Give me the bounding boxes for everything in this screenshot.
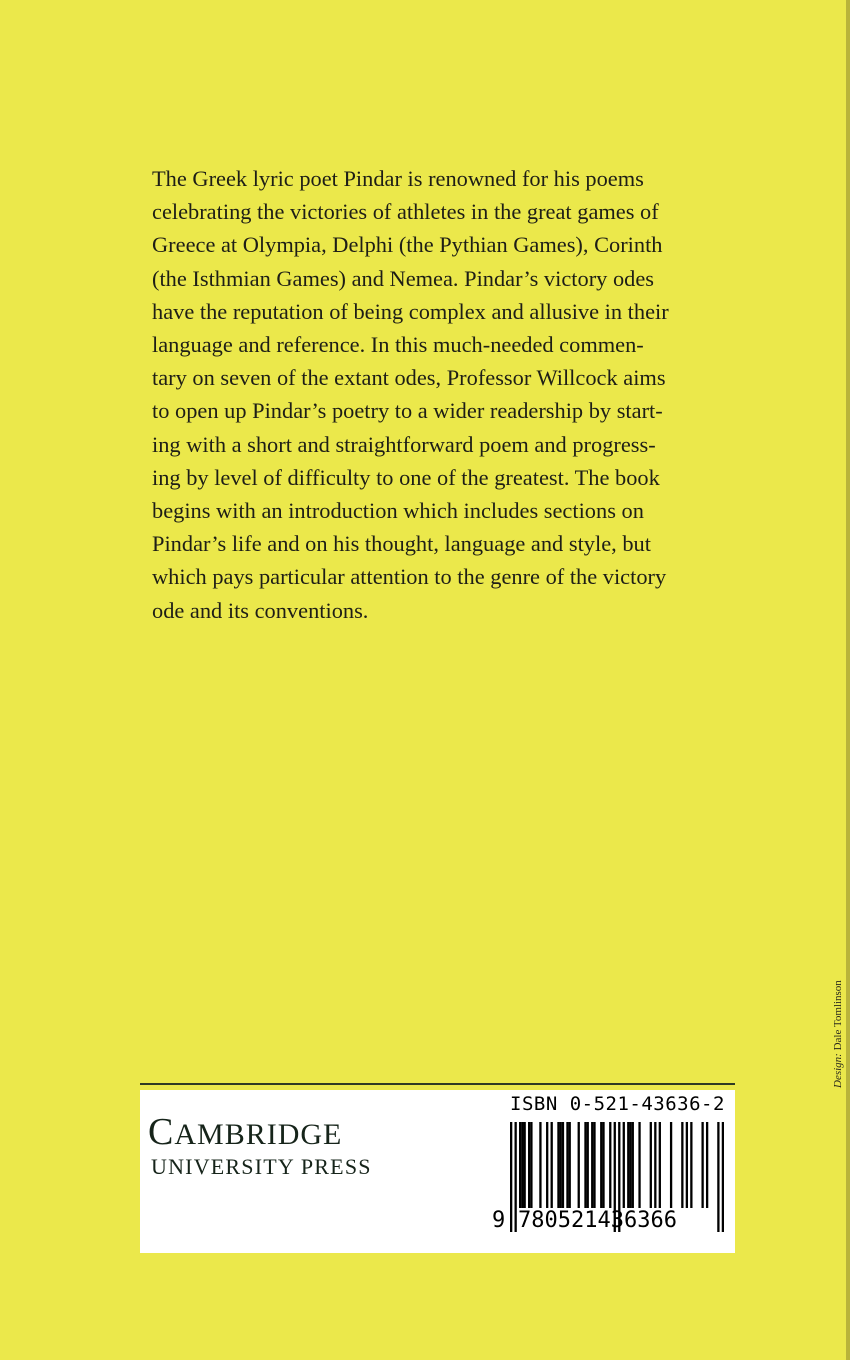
blurb-line: ing with a short and straightforward poem and progress- <box>152 431 656 457</box>
blurb-line: Greece at Olympia, Delphi (the Pythian Games), Corinth <box>152 232 663 258</box>
design-credit-label: Design: <box>832 1053 844 1088</box>
blurb-line: The Greek lyric poet Pindar is renowned for his poems <box>152 166 644 191</box>
blurb-line: which pays particular attention to the genre of the victory <box>152 564 667 590</box>
design-credit <box>832 980 844 1088</box>
blurb-line: Pindar’s life and on his thought, language and style, but <box>152 531 651 557</box>
barcode-bar <box>528 1122 530 1208</box>
cover-edge <box>846 0 850 1360</box>
barcode-bar <box>632 1122 634 1208</box>
barcode-bar <box>551 1122 553 1208</box>
blurb-line: celebrating the victories of athletes in the great games of <box>152 199 659 225</box>
barcode-bar <box>638 1122 640 1208</box>
barcode-bar <box>569 1122 571 1208</box>
barcode-bar <box>557 1122 559 1208</box>
barcode-bar <box>519 1122 521 1208</box>
design-credit-name: Dale Tomlinson <box>832 980 844 1051</box>
barcode-bar <box>722 1122 724 1232</box>
publisher-subtitle: UNIVERSITY PRESS <box>151 1154 372 1179</box>
publisher-panel <box>140 1090 735 1253</box>
barcode-bar <box>584 1122 586 1208</box>
barcode-bar <box>686 1122 688 1208</box>
isbn-label: ISBN 0-521-43636-2 <box>510 1093 725 1115</box>
barcode-bar <box>566 1122 568 1208</box>
barcode-bar <box>717 1122 719 1232</box>
barcode-bar <box>546 1122 548 1208</box>
barcode-bar <box>609 1122 611 1208</box>
barcode-bar <box>623 1122 625 1208</box>
publisher-logo <box>148 1112 342 1155</box>
blurb-line: have the reputation of being complex and allusive in their <box>152 298 669 324</box>
barcode-bar <box>602 1122 604 1208</box>
barcode-bar <box>521 1122 523 1208</box>
barcode-bar <box>593 1122 595 1208</box>
ean-number <box>492 1208 677 1234</box>
ean-lead-digit: 9 <box>492 1208 506 1233</box>
barcode-bar <box>560 1122 562 1208</box>
blurb-line: to open up Pindar’s poetry to a wider readership by start- <box>152 398 663 424</box>
barcode-bar <box>591 1122 593 1208</box>
ean-digits: 780521436366 <box>518 1208 677 1233</box>
barcode-bar <box>629 1122 631 1208</box>
barcode-bar <box>524 1122 526 1208</box>
barcode-bar <box>587 1122 589 1208</box>
barcode-bar <box>562 1122 564 1208</box>
blurb-line: language and reference. In this much-needed commen- <box>152 332 644 358</box>
barcode-bar <box>681 1122 683 1208</box>
blurb-line: tary on seven of the extant odes, Professor Willcock aims <box>152 365 666 391</box>
barcode-bar <box>701 1122 703 1208</box>
barcode-bar <box>539 1122 541 1208</box>
publisher-logo-rest: AMBRIDGE <box>174 1118 343 1151</box>
barcode-bar <box>690 1122 692 1208</box>
panel-rule <box>140 1083 735 1085</box>
barcode-bar <box>706 1122 708 1208</box>
barcode-bar <box>670 1122 672 1208</box>
barcode-bar <box>530 1122 532 1208</box>
blurb-line: ode and its conventions. <box>152 597 369 623</box>
barcode-bar <box>578 1122 580 1208</box>
barcode-bar <box>627 1122 629 1208</box>
blurb-line: (the Isthmian Games) and Nemea. Pindar’s victory odes <box>152 265 654 291</box>
publisher-logo-initial: C <box>148 1111 175 1153</box>
back-cover-blurb <box>152 162 732 627</box>
blurb-line: begins with an introduction which includes sections on <box>152 498 644 524</box>
barcode-bar <box>650 1122 652 1208</box>
barcode-bar <box>600 1122 602 1208</box>
barcode-bar <box>659 1122 661 1208</box>
barcode-bar <box>654 1122 656 1208</box>
blurb-line: ing by level of difficulty to one of the greatest. The book <box>152 464 660 490</box>
